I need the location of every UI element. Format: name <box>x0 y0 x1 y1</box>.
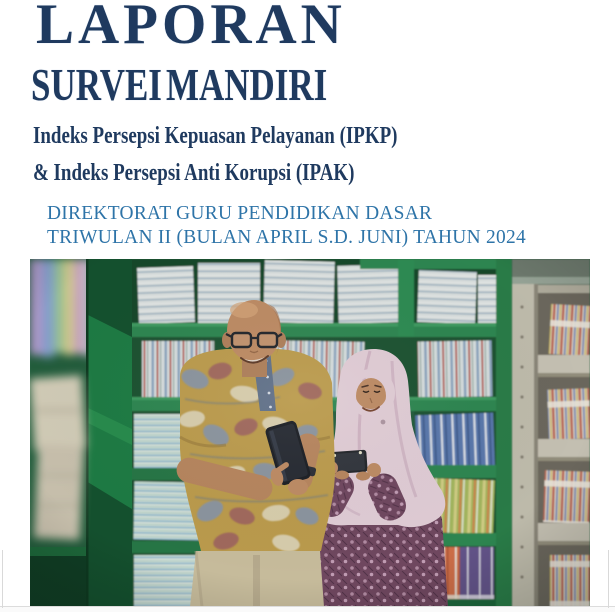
page-subtitle: SURVEI MANDIRI <box>31 59 328 110</box>
bottom-page-edge <box>0 606 615 612</box>
page-title: LAPORAN <box>36 0 346 56</box>
cover-photo <box>30 259 590 607</box>
period-line: TRIWULAN II (BULAN APRIL S.D. JUNI) TAHUN 2024 <box>47 226 527 248</box>
photo-vignette <box>30 259 590 607</box>
index-ipak-line: & Indeks Persepsi Anti Korupsi (IPAK) <box>33 160 355 186</box>
left-window-edge <box>2 550 3 608</box>
cover-photo-illustration <box>30 259 590 607</box>
index-ipkp-line: Indeks Persepsi Kepuasan Pelayanan (IPKP) <box>33 123 398 149</box>
directorate-line: DIREKTORAT GURU PENDIDIKAN DASAR <box>47 202 433 224</box>
right-window-edge <box>608 550 609 608</box>
